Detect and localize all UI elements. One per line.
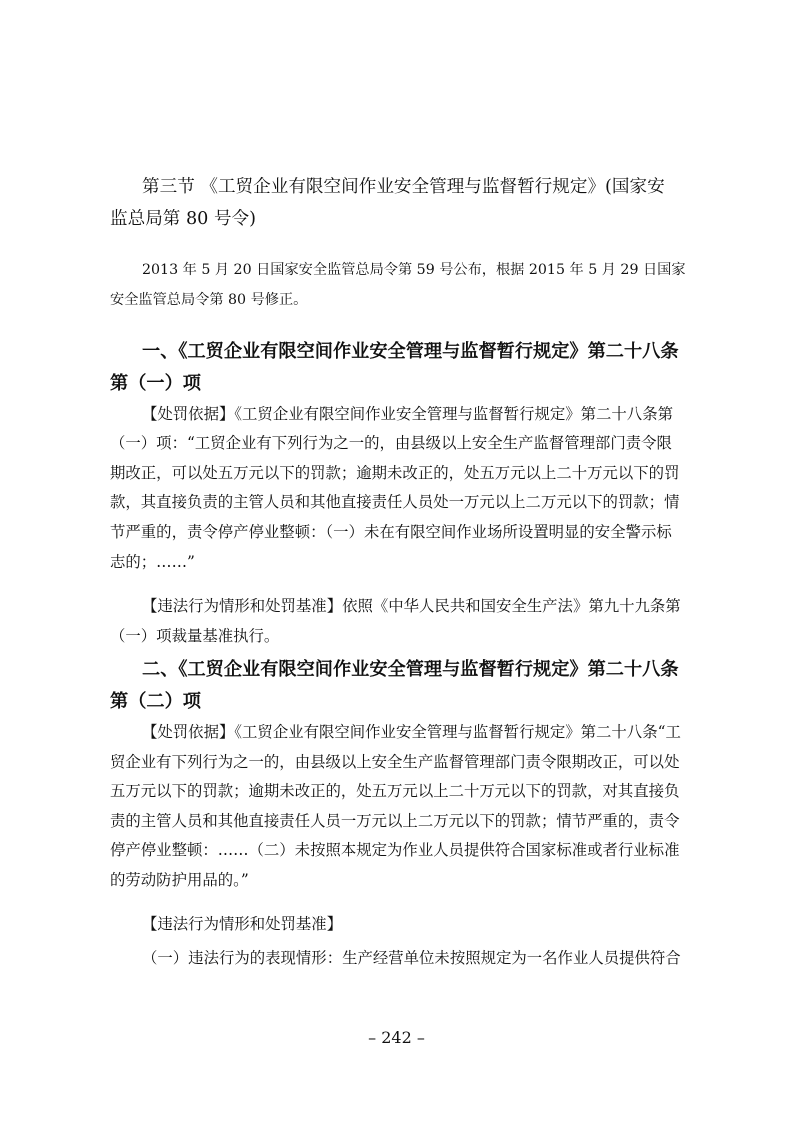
section-title-line-2: 监总局第 80 号令) — [110, 209, 256, 229]
item1-heading-line-1: 一、《工贸企业有限空间作业安全管理与监督暂行规定》第二十八条 — [142, 341, 679, 362]
item2-standard-label: 【违法行为情形和处罚基准】 — [142, 915, 343, 933]
item2-basis-line-1: 【处罚依据】《工贸企业有限空间作业安全管理与监督暂行规定》第二十八条“工 — [142, 723, 681, 741]
item1-basis-line-3: 期改正，可以处五万元以下的罚款；逾期未改正的，处五万元以上二十万元以下的罚 — [110, 464, 680, 482]
item1-basis-line-6: 志的；……” — [110, 553, 195, 571]
item1-basis-line-5: 节严重的，责令停产停业整顿：（一）未在有限空间作业场所设置明显的安全警示标 — [110, 523, 672, 541]
item2-basis-line-2: 贸企业有下列行为之一的，由县级以上安全生产监督管理部门责令限期改正，可以处 — [110, 753, 680, 771]
intro-line-1: 2013 年 5 月 20 日国家安全监管总局令第 59 号公布，根据 2015 年 5 月 29 日国家 — [142, 262, 686, 278]
item1-standard-line-1: 【违法行为情形和处罚基准】依照《中华人民共和国安全生产法》第九十九条第 — [142, 597, 681, 615]
item1-basis-line-4: 款，其直接负责的主管人员和其他直接责任人员处一万元以上二万元以下的罚款；情 — [110, 493, 680, 511]
item1-basis-line-1: 【处罚依据】《工贸企业有限空间作业安全管理与监督暂行规定》第二十八条第 — [142, 405, 673, 423]
item1-standard-line-2: （一）项裁量基准执行。 — [110, 627, 280, 645]
item2-basis-line-3: 五万元以下的罚款；逾期未改正的，处五万元以上二十万元以下的罚款，对其直接负 — [110, 782, 680, 800]
item2-basis-line-5: 停产停业整顿：……（二）未按照本规定为作业人员提供符合国家标准或者行业标准 — [110, 841, 680, 859]
item2-basis-line-6: 的劳动防护用品的。” — [110, 871, 249, 889]
item2-situation-line: （一）违法行为的表现情形：生产经营单位未按照规定为一名作业人员提供符合 — [142, 949, 681, 967]
item2-basis-line-4: 责的主管人员和其他直接责任人员一万元以上二万元以下的罚款；情节严重的，责令 — [110, 812, 680, 830]
item1-basis-line-2: （一）项：“工贸企业有下列行为之一的，由县级以上安全生产监督管理部门责令限 — [110, 434, 672, 452]
page-number: – 242 – — [368, 1028, 425, 1047]
section-title-line-1: 第三节 《工贸企业有限空间作业安全管理与监督暂行规定》(国家安 — [142, 177, 665, 197]
intro-line-2: 安全监管总局令第 80 号修正。 — [110, 292, 308, 308]
item2-heading-line-1: 二、《工贸企业有限空间作业安全管理与监督暂行规定》第二十八条 — [142, 659, 679, 680]
item2-heading-line-2: 第（二）项 — [110, 691, 201, 712]
item1-heading-line-2: 第（一）项 — [110, 373, 201, 394]
